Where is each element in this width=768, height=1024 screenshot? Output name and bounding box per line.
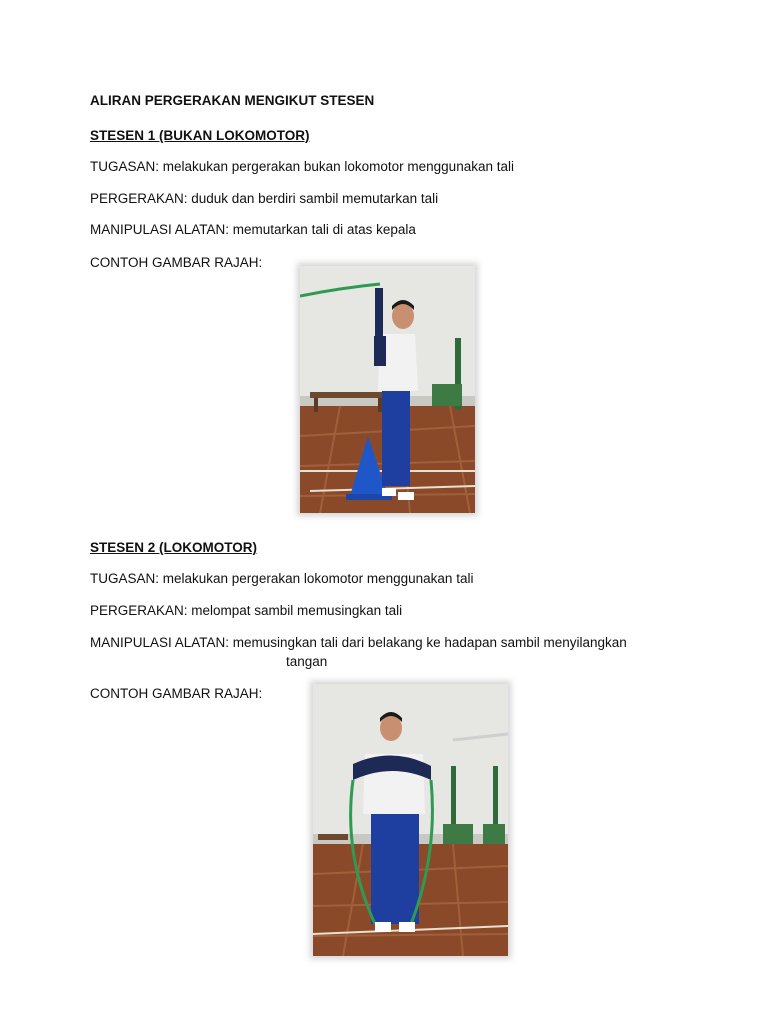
station1-heading: STESEN 1 (BUKAN LOKOMOTOR) bbox=[90, 128, 310, 143]
station1-movement: PERGERAKAN: duduk dan berdiri sambil memutarkan tali bbox=[90, 191, 439, 206]
station2-example-label: CONTOH GAMBAR RAJAH: bbox=[90, 686, 263, 701]
station2-manipulation: MANIPULASI ALATAN: memusingkan tali dari belakang ke hadapan sambil menyilangkan bbox=[90, 635, 627, 650]
station1-manipulation: MANIPULASI ALATAN: memutarkan tali di atas kepala bbox=[90, 222, 416, 237]
station1-example-label: CONTOH GAMBAR RAJAH: bbox=[90, 255, 263, 270]
station2-task: TUGASAN: melakukan pergerakan lokomotor menggunakan tali bbox=[90, 571, 474, 586]
station2-photo bbox=[313, 684, 508, 956]
station1-task: TUGASAN: melakukan pergerakan bukan lokomotor menggunakan tali bbox=[90, 159, 514, 174]
page-title: ALIRAN PERGERAKAN MENGIKUT STESEN bbox=[90, 93, 375, 108]
station2-manipulation-cont: tangan bbox=[286, 654, 328, 669]
station1-photo bbox=[300, 266, 475, 513]
station2-heading: STESEN 2 (LOKOMOTOR) bbox=[90, 540, 258, 555]
station2-movement: PERGERAKAN: melompat sambil memusingkan tali bbox=[90, 603, 403, 618]
